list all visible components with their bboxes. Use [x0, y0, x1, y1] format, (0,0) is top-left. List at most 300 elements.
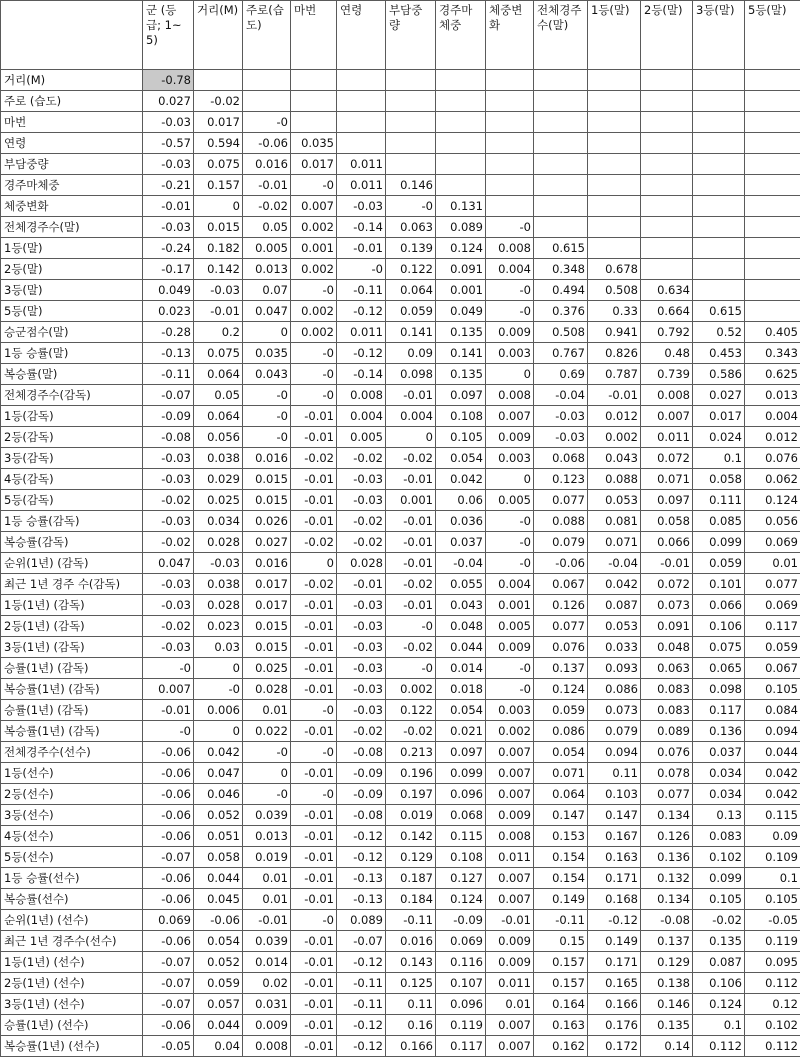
- table-cell: 0.098: [693, 679, 745, 700]
- table-cell: 0.625: [745, 364, 800, 385]
- table-cell: 0.166: [588, 994, 641, 1015]
- table-cell: 0.091: [436, 259, 486, 280]
- table-cell: 0.197: [386, 784, 436, 805]
- table-cell: 0.039: [243, 931, 291, 952]
- table-cell: 0.027: [693, 385, 745, 406]
- table-cell: 0.034: [693, 784, 745, 805]
- table-cell: -0.01: [386, 511, 436, 532]
- table-cell: 0.106: [693, 973, 745, 994]
- table-cell: 0.106: [693, 616, 745, 637]
- table-cell: [693, 259, 745, 280]
- table-row: [1, 280, 800, 301]
- row-label: 승률(1년) (감독): [1, 658, 143, 679]
- table-cell: [641, 259, 693, 280]
- table-cell: [693, 112, 745, 133]
- table-cell: 0.031: [243, 994, 291, 1015]
- table-cell: 0.096: [436, 784, 486, 805]
- table-cell: -0.12: [337, 1015, 386, 1036]
- table-cell: 0.157: [194, 175, 243, 196]
- table-cell: -0.07: [143, 385, 194, 406]
- table-row: [1, 742, 800, 763]
- table-row: [1, 112, 800, 133]
- table-cell: 0.343: [745, 343, 800, 364]
- table-cell: -0.12: [337, 826, 386, 847]
- table-cell: 0.154: [534, 868, 588, 889]
- table-cell: -0.07: [143, 973, 194, 994]
- table-cell: [641, 238, 693, 259]
- table-cell: 0.035: [243, 343, 291, 364]
- table-cell: [486, 70, 534, 91]
- table-cell: 0.065: [693, 658, 745, 679]
- table-cell: -0.01: [291, 994, 337, 1015]
- table-cell: -0.01: [291, 595, 337, 616]
- table-cell: 0.165: [588, 973, 641, 994]
- table-cell: [641, 91, 693, 112]
- table-cell: 0.16: [386, 1015, 436, 1036]
- table-cell: 0.009: [486, 637, 534, 658]
- table-cell: 0.016: [243, 154, 291, 175]
- table-cell: [588, 112, 641, 133]
- table-cell: [436, 91, 486, 112]
- table-cell: 0.056: [745, 511, 800, 532]
- table-cell: [337, 112, 386, 133]
- table-cell: -0.78: [143, 70, 194, 91]
- table-cell: 0.099: [436, 763, 486, 784]
- table-cell: 0.007: [143, 679, 194, 700]
- table-cell: 0.141: [436, 343, 486, 364]
- table-cell: 0.043: [588, 448, 641, 469]
- row-label: 5등(말): [1, 301, 143, 322]
- table-cell: -0.03: [337, 595, 386, 616]
- table-cell: 0.126: [641, 826, 693, 847]
- table-cell: 0.142: [194, 259, 243, 280]
- table-cell: 0.105: [745, 679, 800, 700]
- table-cell: 0.001: [291, 238, 337, 259]
- table-cell: 0.678: [588, 259, 641, 280]
- table-cell: 0.453: [693, 343, 745, 364]
- table-cell: 0.076: [641, 742, 693, 763]
- table-cell: 0.112: [693, 1036, 745, 1057]
- table-cell: 0.064: [386, 280, 436, 301]
- table-cell: 0.139: [386, 238, 436, 259]
- table-row: [1, 133, 800, 154]
- table-cell: 0.33: [588, 301, 641, 322]
- table-cell: -0.09: [337, 784, 386, 805]
- table-cell: 0.011: [641, 427, 693, 448]
- table-cell: 0.122: [386, 259, 436, 280]
- table-cell: [386, 91, 436, 112]
- table-cell: -0.57: [143, 133, 194, 154]
- table-row: [1, 826, 800, 847]
- table-cell: [534, 112, 588, 133]
- table-row: [1, 154, 800, 175]
- table-cell: 0.093: [588, 658, 641, 679]
- table-cell: 0.004: [745, 406, 800, 427]
- table-cell: [588, 154, 641, 175]
- table-cell: -0.07: [143, 994, 194, 1015]
- table-cell: -0: [291, 175, 337, 196]
- table-cell: [693, 91, 745, 112]
- table-cell: -0.12: [337, 1036, 386, 1057]
- table-cell: 0.108: [436, 847, 486, 868]
- table-cell: 0.007: [641, 406, 693, 427]
- table-cell: [745, 301, 800, 322]
- table-row: [1, 406, 800, 427]
- table-cell: -0.03: [143, 217, 194, 238]
- row-label: 경주마체중: [1, 175, 143, 196]
- table-cell: [745, 175, 800, 196]
- table-cell: [745, 217, 800, 238]
- column-header: 경주마체중: [436, 1, 486, 70]
- table-cell: -0.11: [534, 910, 588, 931]
- table-cell: [534, 175, 588, 196]
- table-cell: -0.06: [143, 784, 194, 805]
- column-header: 1등(말): [588, 1, 641, 70]
- table-cell: 0: [486, 364, 534, 385]
- table-cell: -0.01: [291, 889, 337, 910]
- table-row: [1, 847, 800, 868]
- row-label: 승률(1년) (감독): [1, 700, 143, 721]
- table-cell: -0: [486, 217, 534, 238]
- table-cell: 0.008: [337, 385, 386, 406]
- table-cell: -0: [243, 784, 291, 805]
- table-cell: 0.067: [534, 574, 588, 595]
- row-label: 1등(1년) (선수): [1, 952, 143, 973]
- row-label: 복승률(1년) (선수): [1, 1036, 143, 1057]
- table-cell: 0.003: [486, 700, 534, 721]
- table-cell: 0.01: [243, 889, 291, 910]
- row-label: 3등(1년) (감독): [1, 637, 143, 658]
- table-cell: 0.021: [436, 721, 486, 742]
- table-cell: 0.124: [436, 238, 486, 259]
- table-row: [1, 889, 800, 910]
- table-cell: 0.035: [291, 133, 337, 154]
- table-cell: 0.163: [534, 1015, 588, 1036]
- table-cell: -0.03: [337, 679, 386, 700]
- table-cell: -0.06: [143, 742, 194, 763]
- table-row: [1, 238, 800, 259]
- table-row: [1, 490, 800, 511]
- table-cell: -0.03: [143, 574, 194, 595]
- table-cell: 0.086: [534, 721, 588, 742]
- table-cell: 0.107: [436, 973, 486, 994]
- table-cell: 0.003: [486, 343, 534, 364]
- table-cell: 0.176: [588, 1015, 641, 1036]
- table-cell: 0.494: [534, 280, 588, 301]
- table-cell: 0.005: [486, 490, 534, 511]
- table-cell: -0.01: [291, 490, 337, 511]
- table-cell: -0.08: [337, 805, 386, 826]
- table-row: [1, 364, 800, 385]
- table-cell: 0.095: [745, 952, 800, 973]
- table-cell: -0.08: [143, 427, 194, 448]
- table-cell: -0.13: [337, 868, 386, 889]
- table-row: [1, 385, 800, 406]
- table-cell: 0.007: [291, 196, 337, 217]
- table-cell: 0.376: [534, 301, 588, 322]
- table-cell: 0.009: [486, 931, 534, 952]
- row-label: 2등(선수): [1, 784, 143, 805]
- table-cell: [588, 196, 641, 217]
- table-cell: -0.01: [291, 511, 337, 532]
- table-cell: 0.017: [291, 154, 337, 175]
- table-cell: 0.137: [534, 658, 588, 679]
- table-cell: -0.08: [641, 910, 693, 931]
- table-row: [1, 637, 800, 658]
- table-cell: [337, 133, 386, 154]
- table-cell: 0.1: [693, 448, 745, 469]
- table-row: [1, 868, 800, 889]
- table-cell: 0.071: [588, 532, 641, 553]
- table-cell: 0.826: [588, 343, 641, 364]
- table-cell: 0.002: [291, 301, 337, 322]
- table-cell: 0.012: [588, 406, 641, 427]
- table-cell: 0.009: [486, 952, 534, 973]
- table-cell: 0.063: [386, 217, 436, 238]
- table-cell: -0.01: [143, 700, 194, 721]
- table-cell: -0: [243, 112, 291, 133]
- table-cell: 0.172: [588, 1036, 641, 1057]
- table-cell: 0.022: [243, 721, 291, 742]
- table-cell: 0.037: [693, 742, 745, 763]
- table-cell: -0.02: [337, 511, 386, 532]
- table-cell: 0.108: [436, 406, 486, 427]
- table-cell: [291, 112, 337, 133]
- table-cell: 0.088: [588, 469, 641, 490]
- table-cell: 0.001: [386, 490, 436, 511]
- table-cell: 0.038: [194, 448, 243, 469]
- table-cell: 0.157: [534, 952, 588, 973]
- table-cell: -0.05: [143, 1036, 194, 1057]
- table-cell: 0.941: [588, 322, 641, 343]
- table-row: [1, 301, 800, 322]
- table-cell: 0.076: [745, 448, 800, 469]
- row-label: 순위(1년) (감독): [1, 553, 143, 574]
- table-cell: 0.116: [436, 952, 486, 973]
- table-cell: -0.03: [194, 553, 243, 574]
- table-cell: 0.036: [436, 511, 486, 532]
- table-cell: 0.01: [243, 700, 291, 721]
- table-cell: 0.058: [641, 511, 693, 532]
- table-cell: 0.594: [194, 133, 243, 154]
- table-cell: -0.02: [143, 616, 194, 637]
- table-cell: [588, 217, 641, 238]
- table-cell: 0.089: [641, 721, 693, 742]
- table-cell: 0.135: [693, 931, 745, 952]
- table-cell: 0.043: [436, 595, 486, 616]
- table-cell: 0.792: [641, 322, 693, 343]
- table-cell: 0.013: [243, 259, 291, 280]
- table-cell: 0.039: [243, 805, 291, 826]
- table-cell: [693, 238, 745, 259]
- table-cell: 0.058: [693, 469, 745, 490]
- table-cell: -0.01: [291, 616, 337, 637]
- table-cell: 0.007: [486, 406, 534, 427]
- table-cell: [745, 238, 800, 259]
- table-cell: 0.078: [641, 763, 693, 784]
- table-cell: 0.141: [386, 322, 436, 343]
- table-cell: -0.01: [291, 469, 337, 490]
- table-cell: -0.21: [143, 175, 194, 196]
- table-cell: -0.03: [143, 595, 194, 616]
- table-cell: -0.06: [143, 826, 194, 847]
- table-cell: 0.06: [436, 490, 486, 511]
- table-cell: -0: [291, 910, 337, 931]
- table-cell: 0.135: [436, 364, 486, 385]
- table-cell: [534, 217, 588, 238]
- table-cell: 0.117: [436, 1036, 486, 1057]
- row-label: 3등(감독): [1, 448, 143, 469]
- table-cell: -0.09: [337, 763, 386, 784]
- table-cell: 0.017: [243, 574, 291, 595]
- table-cell: -0.02: [337, 532, 386, 553]
- row-label: 1등(감독): [1, 406, 143, 427]
- table-cell: [745, 259, 800, 280]
- table-cell: -0.07: [337, 931, 386, 952]
- table-cell: 0.046: [194, 784, 243, 805]
- table-cell: -0.01: [291, 952, 337, 973]
- table-cell: 0.097: [436, 742, 486, 763]
- table-cell: -0.11: [337, 994, 386, 1015]
- table-cell: 0.007: [486, 889, 534, 910]
- table-cell: 0.019: [386, 805, 436, 826]
- table-cell: -0.03: [143, 469, 194, 490]
- table-cell: 0: [486, 469, 534, 490]
- table-cell: -0.01: [291, 406, 337, 427]
- table-cell: -0.05: [745, 910, 800, 931]
- table-cell: 0.042: [745, 763, 800, 784]
- table-cell: 0.053: [588, 616, 641, 637]
- table-cell: 0.146: [386, 175, 436, 196]
- row-label: 승률(1년) (선수): [1, 1015, 143, 1036]
- row-label: 1등(선수): [1, 763, 143, 784]
- table-cell: 0.002: [291, 322, 337, 343]
- table-cell: 0.005: [486, 616, 534, 637]
- table-cell: 0.028: [194, 595, 243, 616]
- table-cell: 0.005: [337, 427, 386, 448]
- table-cell: -0.06: [143, 931, 194, 952]
- table-cell: 0.026: [243, 511, 291, 532]
- table-cell: -0.06: [143, 889, 194, 910]
- table-cell: -0.02: [143, 490, 194, 511]
- table-cell: 0.083: [641, 700, 693, 721]
- table-cell: 0.157: [534, 973, 588, 994]
- table-cell: -0.01: [641, 553, 693, 574]
- row-label: 3등(1년) (선수): [1, 994, 143, 1015]
- table-row: [1, 1015, 800, 1036]
- table-cell: 0.044: [194, 1015, 243, 1036]
- table-cell: 0.066: [693, 595, 745, 616]
- table-cell: 0.109: [745, 847, 800, 868]
- table-cell: 0.098: [386, 364, 436, 385]
- table-cell: 0.027: [243, 532, 291, 553]
- table-cell: 0.149: [534, 889, 588, 910]
- table-cell: -0.01: [291, 826, 337, 847]
- table-row: [1, 448, 800, 469]
- table-cell: 0.069: [745, 532, 800, 553]
- table-cell: -0: [486, 532, 534, 553]
- table-cell: 0.077: [534, 616, 588, 637]
- table-cell: 0.009: [486, 805, 534, 826]
- table-cell: 0.054: [436, 700, 486, 721]
- table-cell: -0.01: [291, 1015, 337, 1036]
- table-cell: [745, 91, 800, 112]
- column-header: 5등(말): [745, 1, 800, 70]
- table-cell: 0.171: [588, 952, 641, 973]
- table-cell: 0.154: [534, 847, 588, 868]
- table-cell: 0.007: [486, 1015, 534, 1036]
- table-cell: [693, 196, 745, 217]
- table-cell: [745, 154, 800, 175]
- table-cell: 0.075: [693, 637, 745, 658]
- row-label: 체중변화: [1, 196, 143, 217]
- row-label: 복승률(선수): [1, 889, 143, 910]
- table-cell: 0.091: [641, 616, 693, 637]
- table-cell: [588, 91, 641, 112]
- table-cell: [486, 154, 534, 175]
- table-cell: 0.007: [486, 742, 534, 763]
- table-cell: -0: [243, 427, 291, 448]
- table-cell: 0.105: [436, 427, 486, 448]
- table-cell: 0.11: [588, 763, 641, 784]
- table-cell: -0.01: [291, 847, 337, 868]
- table-cell: 0.634: [641, 280, 693, 301]
- table-cell: -0.01: [386, 532, 436, 553]
- table-cell: 0.076: [534, 637, 588, 658]
- table-cell: -0.06: [534, 553, 588, 574]
- table-cell: -0: [243, 385, 291, 406]
- table-cell: 0.045: [194, 889, 243, 910]
- table-cell: 0.048: [641, 637, 693, 658]
- table-cell: -0.28: [143, 322, 194, 343]
- table-cell: 0.087: [693, 952, 745, 973]
- table-cell: 0.04: [194, 1036, 243, 1057]
- table-cell: -0: [291, 385, 337, 406]
- table-cell: [486, 112, 534, 133]
- table-cell: 0.129: [386, 847, 436, 868]
- table-row: [1, 574, 800, 595]
- table-cell: -0.02: [291, 448, 337, 469]
- column-header: 전체경주수(말): [534, 1, 588, 70]
- table-cell: -0.01: [291, 679, 337, 700]
- table-body: [1, 70, 800, 1057]
- table-cell: -0.13: [337, 889, 386, 910]
- table-cell: 0.011: [337, 175, 386, 196]
- row-label: 주로 (습도): [1, 91, 143, 112]
- row-label: 2등(1년) (선수): [1, 973, 143, 994]
- table-cell: 0.015: [243, 490, 291, 511]
- table-cell: 0.088: [534, 511, 588, 532]
- table-cell: -0.02: [143, 532, 194, 553]
- table-cell: 0.059: [534, 700, 588, 721]
- table-cell: -0.14: [337, 364, 386, 385]
- table-cell: -0.06: [143, 763, 194, 784]
- table-cell: 0.171: [588, 868, 641, 889]
- table-cell: 0.054: [534, 742, 588, 763]
- row-label: 복승률(1년) (감독): [1, 679, 143, 700]
- table-row: [1, 91, 800, 112]
- table-cell: 0.047: [194, 763, 243, 784]
- table-cell: 0.168: [588, 889, 641, 910]
- table-cell: 0.004: [337, 406, 386, 427]
- table-row: [1, 784, 800, 805]
- table-cell: 0.009: [486, 322, 534, 343]
- table-cell: 0.2: [194, 322, 243, 343]
- table-cell: 0.125: [386, 973, 436, 994]
- table-cell: 0.09: [745, 826, 800, 847]
- table-cell: 0.008: [641, 385, 693, 406]
- table-cell: 0.69: [534, 364, 588, 385]
